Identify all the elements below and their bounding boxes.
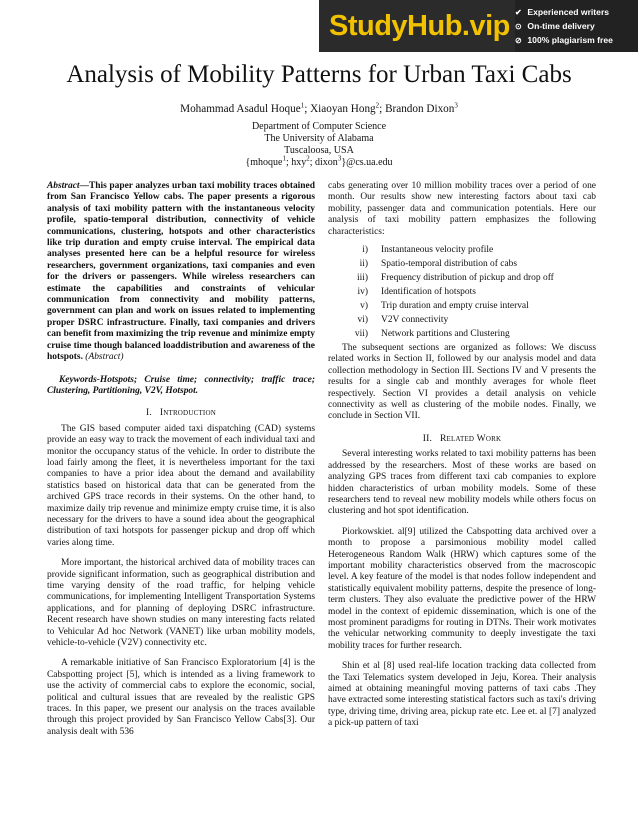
author-superscript: 3 <box>337 154 342 163</box>
banner-feature <box>515 19 638 33</box>
affiliation-block <box>0 121 638 169</box>
author-superscript: 1 <box>282 154 286 163</box>
abstract-label: Abstract <box>47 181 80 191</box>
list-number: iv) <box>357 287 368 298</box>
banner-feature <box>515 33 638 47</box>
list-item <box>328 313 596 327</box>
section-title: Introduction <box>159 407 216 419</box>
author-superscript: 2 <box>375 101 380 110</box>
section-heading <box>47 407 315 418</box>
banner-feature-text: 100% plagiarism free <box>527 35 613 45</box>
affiliation-line: Tuscaloosa, USA <box>284 145 354 156</box>
abstract-tag: (Abstract) <box>85 352 124 363</box>
list-number: v) <box>360 301 368 312</box>
author-name: Xiaoyan Hong <box>310 103 376 115</box>
list-number: ii) <box>359 259 368 270</box>
abstract-text: —This paper analyzes urban taxi mobility traces obtained from San Francisco Yellow cabs. The paper presents a rigorous analysis of taxi mobility pattern with the instantaneous velocity profile, spatio-temporal distribution, connectivity of vehicle communications, clustering, hotspots and other characteristics like trip duration and empty cruise interval. The empirical data analyses presented here can be a helpful resource for wireless researchers, government organizations, taxi companies and even for the drivers or passengers. While wireless researchers can estimate the capabilities and constraints of vehicular communication from connectivity and mobility patterns, government can plan and work on issues related to implementing proper DSRC infrastructure. Finally, taxi companies and drivers can benefit from maximizing the trip revenue and minimize empty cruise time though balanced loaddistribution and awareness of the hotspots. <box>47 181 315 363</box>
list-number: vi) <box>357 315 368 326</box>
list-text: Trip duration and empty cruise interval <box>381 301 529 312</box>
banner-feature-text: Experienced writers <box>527 7 610 17</box>
author-superscript: 2 <box>306 154 310 163</box>
list-number: vii) <box>354 329 368 340</box>
email-user: dixon <box>315 157 338 168</box>
list-number: iii) <box>356 273 368 284</box>
list-item <box>328 285 596 299</box>
paragraph: More important, the historical archived data of mobility traces can provide significant information, such as geographical distribution and time varying density of the road traffic, for helping vehicle communications, for implementing Intelligent Transportation Systems applications, and for planning of deploying DSRC infrastructure. Recent research have shown studies on many interesting facts related to Vehicular Ad hoc Network (VANET) like urban mobility models, vehicle-to-vehicle (V2V) connectivity etc. <box>47 558 315 649</box>
author-name: Mohammad Asadul Hoque <box>180 103 301 115</box>
paragraph: The GIS based computer aided taxi dispatching (CAD) systems provide an easy way to track the movement of each individual taxi and monitor the occupancy status of the vehicle. In order to distribute the load fairly among the fleet, it is nevertheless important for the taxi companies to have a prior idea about the demand and availability statistics based on historical data that can be generated from the archived GPS trace records in their systems. On the other hand, to maximize daily trip revenue and minimize empty cruise time, it is also necessary for the drivers to have a sound idea about the geographical distribution of taxi hotspots for passenger pickup and drop off which varies along time. <box>47 423 315 548</box>
paragraph: Several interesting works related to taxi mobility patterns has been addressed by the researchers. Most of these works are based on analyzing GPS traces from different taxi cab companies to explore hidden characteristics of urban mobility models. Some of these researchers tend to reveal new mobility models while others focus on clustering and hot spot identification. <box>328 449 596 517</box>
section-title: Related Work <box>439 432 502 444</box>
banner-feature <box>515 5 638 19</box>
right-column <box>328 181 596 730</box>
list-number: i) <box>362 245 368 256</box>
list-text: Instantaneous velocity profile <box>381 245 494 256</box>
list-text: Network partitions and Clustering <box>381 329 510 340</box>
paragraph: cabs generating over 10 million mobility traces over a period of one month. Our results show new interesting factors about taxi cab mobility, passenger data and communication potentials. Here our analysis of taxi mobility pattern emphasizes the following characteristics: <box>328 181 596 237</box>
list-item <box>328 299 596 313</box>
author-superscript: 1 <box>300 101 305 110</box>
email-user: hxy <box>291 157 307 168</box>
promo-banner[interactable] <box>319 0 638 52</box>
shield-icon: ⊘ <box>515 36 522 45</box>
paragraph: A remarkable initiative of San Francisco Exploratorium [4] is the Cabspotting project [5], which is intended as a living framework to use the activity of commercial cabs to explore the economic, social, political and cultural issues that are revealed by the realistic GPS traces. In this paper, we present our analysis on the traces available through this project provided by San Francisco Yellow Cabs[3]. Our analysis dealt with 536 <box>47 658 315 737</box>
list-item <box>328 257 596 271</box>
list-text: Frequency distribution of pickup and drop off <box>381 273 554 284</box>
affiliation-line: The University of Alabama <box>264 133 374 144</box>
keywords: Keywords-Hotspots; Cruise time; connectivity; traffic trace; Clustering, Partitioning, V2V, Hotspot. <box>47 374 315 396</box>
email-domain: @cs.ua.edu <box>346 157 393 168</box>
clock-icon: ⊙ <box>515 22 522 31</box>
left-column <box>47 181 315 738</box>
email-line: {mhoque$^1$; hxy$^2$; dixon$^3$}@cs.ua.edu <box>245 154 393 168</box>
author-name: Brandon Dixon <box>385 103 455 115</box>
list-text: V2V connectivity <box>381 315 449 326</box>
section-number: I. <box>146 407 153 419</box>
abstract <box>47 181 315 364</box>
list-item <box>328 243 596 257</box>
brand-logo: StudyHub.vip <box>319 0 515 52</box>
characteristics-list <box>328 243 596 341</box>
banner-feature-list <box>515 5 638 47</box>
email-user: mhoque <box>250 157 283 168</box>
paragraph: Piorkowskiet. al[9] utilized the Cabspotting data archived over a month to propose a parsimonious mobility model called Heterogeneous Random Walk (HRW) which captures some of the important mobility characteristics observed from the macroscopic level. A key feature of the model is that nodes follow independent and statistically equivalent mobility patterns, despite the presence of long-term clusters. They also evaluate the predictive power of the HRW model in the context of epidemic dissemination, which is one of the most prominent paradigms for routing in DTNs. Their work motivates the vehicular networking community to deeply investigate the taxi mobility traces for further research. <box>328 526 596 651</box>
author-superscript: 3 <box>454 101 458 110</box>
list-text: Spatio-temporal distribution of cabs <box>381 259 518 270</box>
section-heading <box>328 433 596 444</box>
check-icon: ✔ <box>515 8 522 17</box>
paragraph: The subsequent sections are organized as follows: We discuss related works in Section II, followed by our analysis model and data collection methodology in Section III. Sections IV and V presents the results for a single cab and monthly averages for whole fleet respectively. Section VI provides a detail analysis on vehicle connectivity as well as clustering of the mobile nodes. Finally, we conclude in Section VII. <box>328 343 596 422</box>
list-text: Identification of hotspots <box>381 287 476 298</box>
affiliation-line: Department of Computer Science <box>251 121 387 132</box>
author-line: Mohammad Asadul Hoque$^1$; Xiaoyan Hong$^2$; Brandon Dixon$^3$ <box>180 101 458 115</box>
paper-title: Analysis of Mobility Patterns for Urban Taxi Cabs <box>66 61 572 88</box>
paragraph: Shin et al [8] used real-life location tracking data collected from the Taxi Telematics system developed in Jeju, Korea. Their analysis aimed at obtaining meaningful moving patterns of taxi cabs .They have extracted some interesting statistical factors such as taxi's driving type, driving time, driving area, pickup rate etc. Lee et. al [7] analyzed a pick-up pattern of taxi <box>328 661 596 729</box>
list-item <box>328 271 596 285</box>
list-item <box>328 327 596 341</box>
banner-feature-text: On-time delivery <box>527 21 595 31</box>
section-number: II. <box>422 432 433 444</box>
